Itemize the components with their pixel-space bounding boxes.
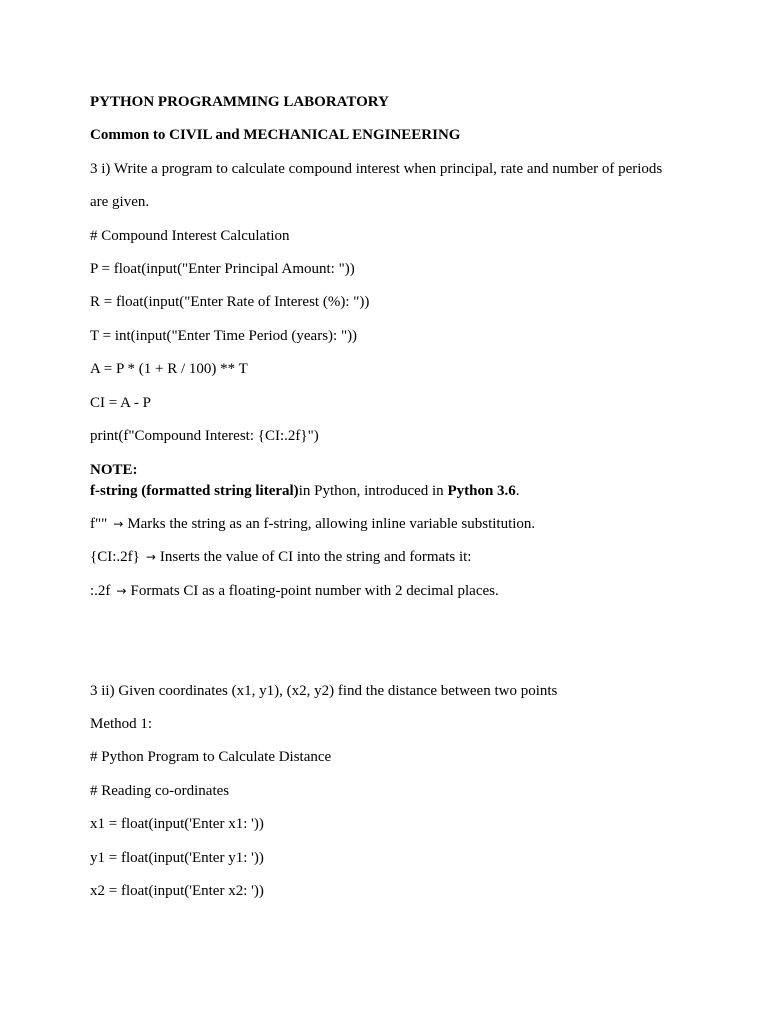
note-desc: Formats CI as a floating-point number with 2 decimal places. xyxy=(130,583,499,599)
question-3i-line1: 3 i) Write a program to calculate compound interest when principal, rate and number of periods xyxy=(90,161,663,177)
fstring-text: in Python, introduced in xyxy=(298,483,448,499)
right-arrow-icon: → xyxy=(113,517,124,531)
note-term: {CI:.2f} xyxy=(90,549,140,565)
document-subtitle: Common to CIVIL and MECHANICAL ENGINEERING xyxy=(90,127,461,143)
code-line: R = float(input("Enter Rate of Interest (%): ")) xyxy=(90,294,370,310)
code-line: print(f"Compound Interest: {CI:.2f}") xyxy=(90,428,319,444)
note-item xyxy=(90,548,471,566)
right-arrow-icon: → xyxy=(116,584,127,598)
note-desc: Inserts the value of CI into the string and formats it: xyxy=(159,549,472,565)
code-line: # Compound Interest Calculation xyxy=(90,228,290,244)
code-line: x2 = float(input('Enter x2: ')) xyxy=(90,883,264,899)
method-label: Method 1: xyxy=(90,716,153,732)
code-line: # Python Program to Calculate Distance xyxy=(90,749,332,765)
code-line: # Reading co-ordinates xyxy=(90,783,230,799)
fstring-term: f-string (formatted string literal) xyxy=(90,483,299,499)
code-line: CI = A - P xyxy=(90,395,151,411)
code-line: A = P * (1 + R / 100) ** T xyxy=(90,361,248,377)
note-desc: Marks the string as an f-string, allowing inline variable substitution. xyxy=(127,516,536,532)
note-heading: NOTE: xyxy=(90,462,138,478)
code-line: T = int(input("Enter Time Period (years): ")) xyxy=(90,328,358,344)
question-3i-line2: are given. xyxy=(90,194,150,210)
note-term: :.2f xyxy=(90,583,111,599)
code-line: y1 = float(input('Enter y1: ')) xyxy=(90,850,264,866)
question-3ii: 3 ii) Given coordinates (x1, y1), (x2, y2) find the distance between two points xyxy=(90,683,558,699)
code-line: P = float(input("Enter Principal Amount: ")) xyxy=(90,261,355,277)
note-term: f"" xyxy=(90,516,108,532)
note-item xyxy=(90,515,535,533)
code-line: x1 = float(input('Enter x1: ')) xyxy=(90,816,264,832)
note-item xyxy=(90,582,499,600)
fstring-period: . xyxy=(515,483,520,499)
note-fstring-line xyxy=(90,482,520,500)
right-arrow-icon: → xyxy=(145,550,156,564)
python-version: Python 3.6 xyxy=(447,483,516,499)
document-title: PYTHON PROGRAMMING LABORATORY xyxy=(90,94,389,110)
